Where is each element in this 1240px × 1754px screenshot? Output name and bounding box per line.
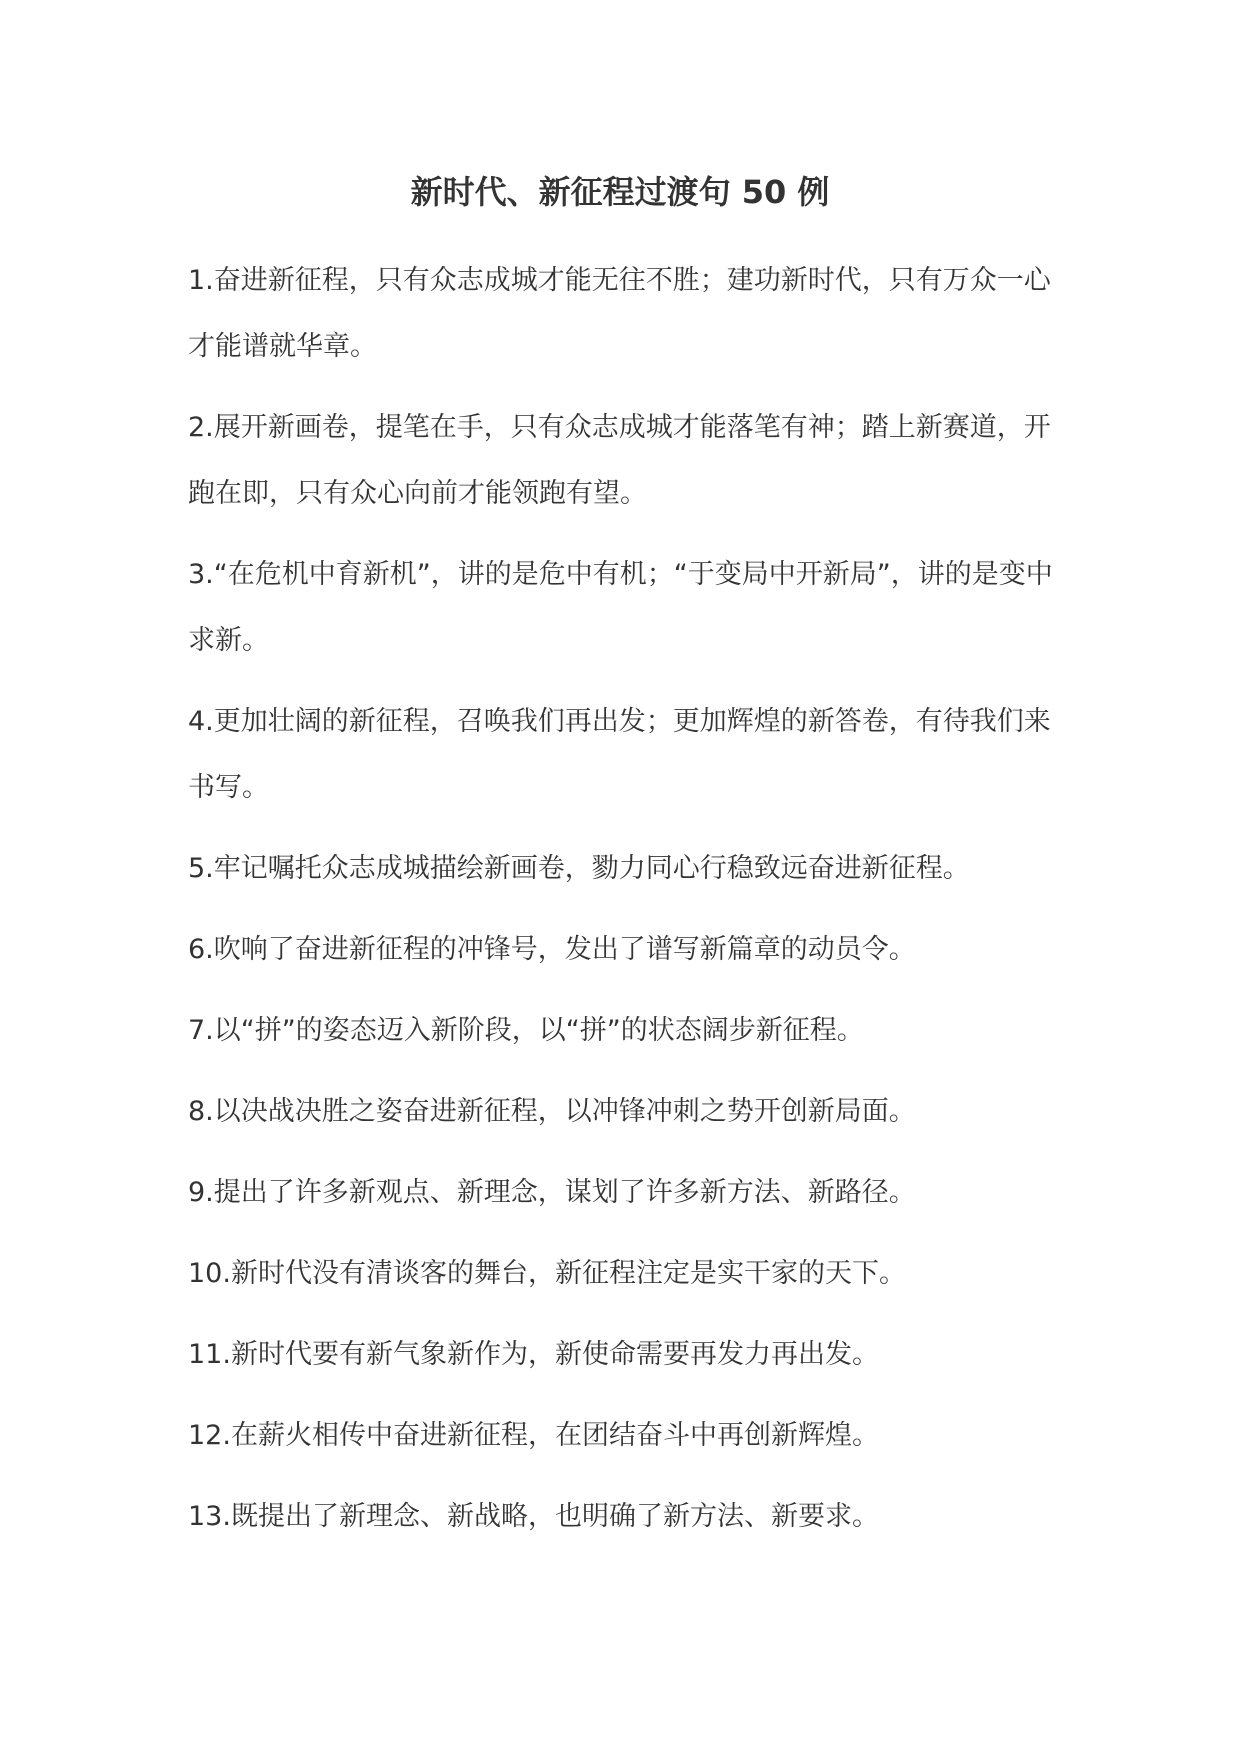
list-item: 4.更加壮阔的新征程，召唤我们再出发；更加辉煌的新答卷，有待我们来书写。 <box>188 706 1051 803</box>
list-item: 1.奋进新征程，只有众志成城才能无往不胜；建功新时代，只有万众一心才能谱就华章。 <box>188 265 1051 362</box>
list-item: 8.以决战决胜之姿奋进新征程，以冲锋冲刺之势开创新局面。 <box>188 1096 916 1127</box>
document-body <box>188 248 1058 1565</box>
list-item: 5.牢记嘱托众志成城描绘新画卷，勠力同心行稳致远奋进新征程。 <box>188 853 970 884</box>
list-item: 10.新时代没有清谈客的舞台，新征程注定是实干家的天下。 <box>188 1258 906 1289</box>
list-item: 7.以“拼”的姿态迈入新阶段，以“拼”的状态阔步新征程。 <box>188 1015 864 1046</box>
list-item: 6.吹响了奋进新征程的冲锋号，发出了谱写新篇章的动员令。 <box>188 934 916 965</box>
list-item: 9.提出了许多新观点、新理念，谋划了许多新方法、新路径。 <box>188 1177 916 1208</box>
list-item: 3.“在危机中育新机”，讲的是危中有机；“于变局中开新局”，讲的是变中求新。 <box>188 559 1053 656</box>
list-item: 13.既提出了新理念、新战略，也明确了新方法、新要求。 <box>188 1501 879 1532</box>
list-item: 11.新时代要有新气象新作为，新使命需要再发力再出发。 <box>188 1339 879 1370</box>
list-item: 2.展开新画卷，提笔在手，只有众志成城才能落笔有神；踏上新赛道，开跑在即，只有众心向前才能领跑有望。 <box>188 412 1051 509</box>
page-title: 新时代、新征程过渡句 50 例 <box>410 173 830 211</box>
list-item: 12.在薪火相传中奋进新征程，在团结奋斗中再创新辉煌。 <box>188 1420 879 1451</box>
